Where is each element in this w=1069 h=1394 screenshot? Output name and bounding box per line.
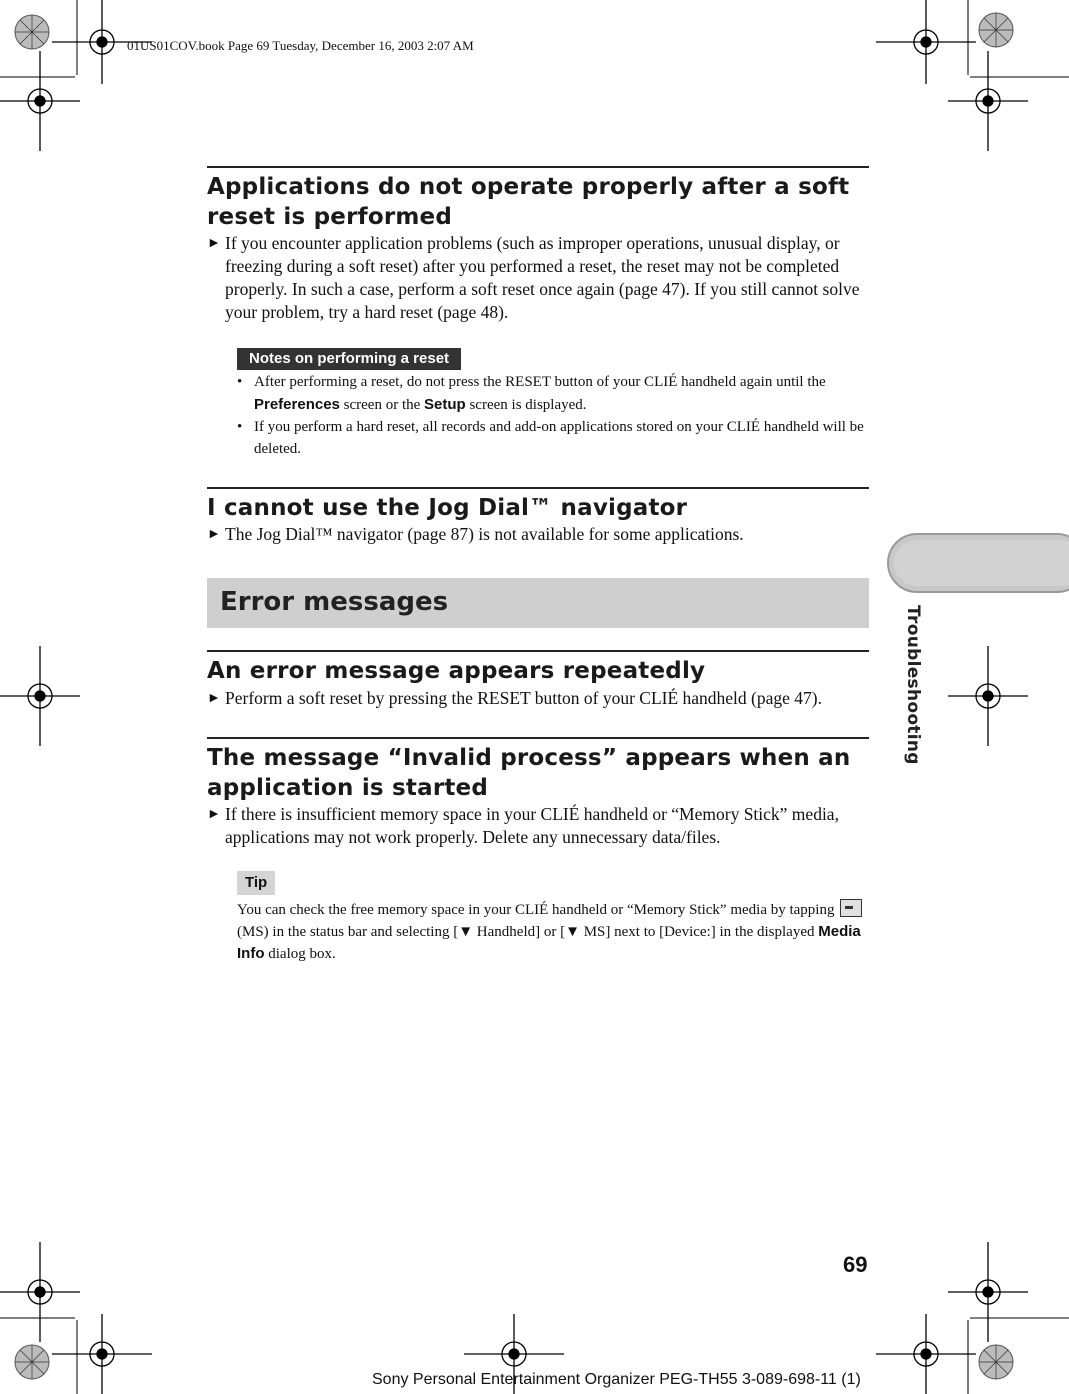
page-number: 69 xyxy=(843,1252,868,1277)
paragraph-soft-reset xyxy=(207,232,869,324)
section-rule xyxy=(207,650,869,652)
print-header: 01US01COV.book Page 69 Tuesday, December 16, 2003 2:07 AM xyxy=(127,38,474,53)
tip-label: Tip xyxy=(237,871,275,895)
paragraph-error-repeated xyxy=(207,687,869,710)
banner-title: Error messages xyxy=(220,587,449,617)
notes-label: Notes on performing a reset xyxy=(237,348,461,370)
notes-list xyxy=(237,372,869,460)
section-rule xyxy=(207,166,869,168)
heading-error-repeated: An error message appears repeatedly xyxy=(207,658,706,684)
arrow-icon: ► xyxy=(207,807,221,822)
arrow-icon: ► xyxy=(207,236,221,251)
memory-stick-icon xyxy=(840,899,862,917)
paragraph-text: Perform a soft reset by pressing the RESET button of your CLIÉ handheld (page 47). xyxy=(225,688,822,708)
list-item: • If you perform a hard reset, all records and add-on applications stored on your CLIÉ handheld will be deleted. xyxy=(237,417,869,460)
section-banner xyxy=(207,578,869,628)
paragraph-invalid-process xyxy=(207,803,869,849)
paragraph-text: The Jog Dial™ navigator (page 87) is not available for some applications. xyxy=(225,524,744,544)
paragraph-jog-dial xyxy=(207,523,869,546)
heading-soft-reset: Applications do not operate properly after a soft reset is performed xyxy=(207,174,850,230)
side-tab-inner xyxy=(894,540,1069,586)
section-rule xyxy=(207,737,869,739)
list-item: • After performing a reset, do not press the RESET button of your CLIÉ handheld again until the Preferences screen or the Setup screen is displayed. xyxy=(237,372,869,416)
heading-invalid-process: The message “Invalid process” appears when an application is started xyxy=(207,745,851,801)
arrow-icon: ► xyxy=(207,691,221,706)
paragraph-text: If there is insufficient memory space in your CLIÉ handheld or “Memory Stick” media, applications may not work properly. Delete any unnecessary data/files. xyxy=(225,804,839,847)
heading-jog-dial: I cannot use the Jog Dial™ navigator xyxy=(207,495,688,521)
side-tab-label: Troubleshooting xyxy=(903,605,923,765)
arrow-icon: ► xyxy=(207,527,221,542)
section-rule xyxy=(207,487,869,489)
tip-text: You can check the free memory space in your CLIÉ handheld or “Memory Stick” media by tapping (MS) in the status bar and selecting [▼ Handheld] or [▼ MS] next to [Device:] in the displayed Media Info dialog box. xyxy=(237,899,869,965)
footer: Sony Personal Entertainment Organizer PEG-TH55 3-089-698-11 (1) xyxy=(372,1371,861,1388)
paragraph-text: If you encounter application problems (such as improper operations, unusual display, or freezing during a soft reset) after you performed a reset, the reset may not be completed properly. In such a case, perform a soft reset once again (page 47). If you still cannot solve your problem, try a hard reset (page 48). xyxy=(225,233,860,322)
